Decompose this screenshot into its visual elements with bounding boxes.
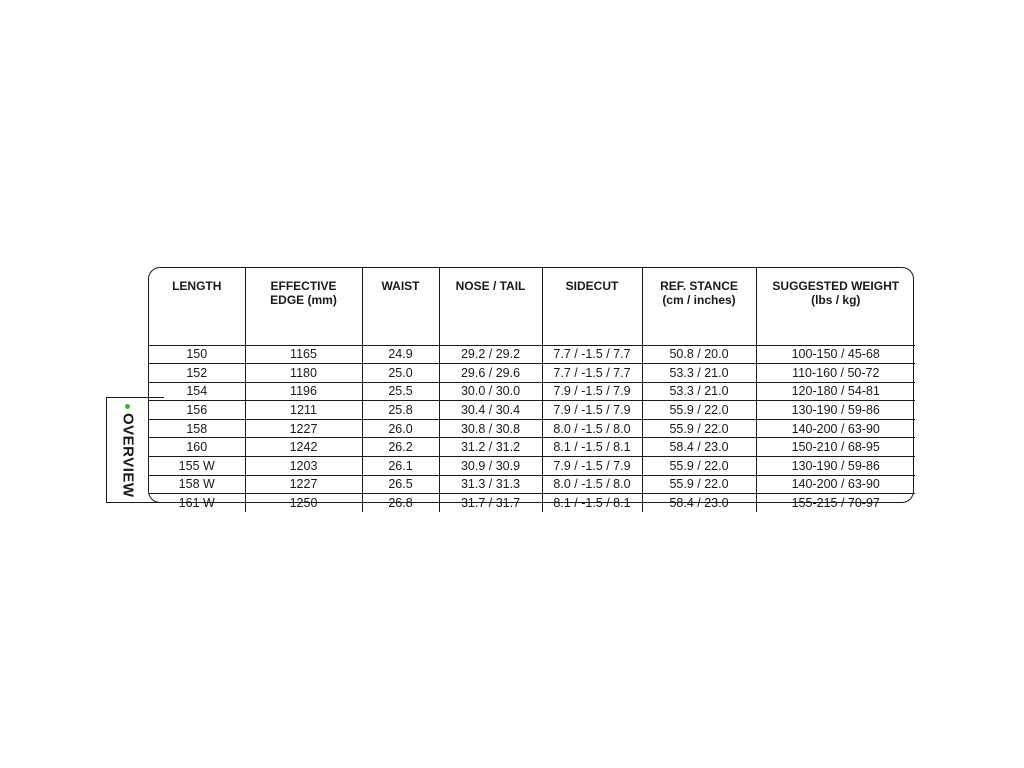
- table-cell: 58.4 / 23.0: [642, 494, 756, 512]
- table-cell: 26.1: [362, 457, 439, 476]
- table-cell: 8.1 / -1.5 / 8.1: [542, 494, 642, 512]
- table-cell: 1250: [245, 494, 362, 512]
- table-cell: 7.9 / -1.5 / 7.9: [542, 401, 642, 420]
- table-cell: 26.2: [362, 438, 439, 457]
- table-cell: 7.9 / -1.5 / 7.9: [542, 382, 642, 401]
- table-cell: 155-215 / 70-97: [756, 494, 915, 512]
- table-cell: 130-190 / 59-86: [756, 457, 915, 476]
- spec-table: [149, 268, 915, 512]
- spec-table-container: [148, 267, 914, 511]
- column-header: [245, 268, 362, 345]
- overview-label: OVERVIEW: [119, 413, 137, 498]
- table-row: [149, 457, 915, 476]
- column-header-label: EFFECTIVE: [270, 279, 337, 293]
- table-row: [149, 401, 915, 420]
- column-header-sublabel: (cm / inches): [662, 293, 736, 307]
- table-cell: 58.4 / 23.0: [642, 438, 756, 457]
- column-header-label: NOSE / TAIL: [455, 279, 526, 293]
- table-row: [149, 419, 915, 438]
- table-cell: 150: [149, 345, 245, 364]
- column-header: [642, 268, 756, 345]
- table-cell: 1203: [245, 457, 362, 476]
- table-cell: 140-200 / 63-90: [756, 475, 915, 494]
- table-cell: 140-200 / 63-90: [756, 419, 915, 438]
- table-cell: 31.3 / 31.3: [439, 475, 542, 494]
- table-cell: 26.8: [362, 494, 439, 512]
- table-row: [149, 345, 915, 364]
- table-cell: 100-150 / 45-68: [756, 345, 915, 364]
- table-cell: 25.5: [362, 382, 439, 401]
- table-cell: 7.7 / -1.5 / 7.7: [542, 364, 642, 383]
- table-header-row: [149, 268, 915, 345]
- table-cell: 55.9 / 22.0: [642, 419, 756, 438]
- table-cell: 156: [149, 401, 245, 420]
- table-row: [149, 382, 915, 401]
- table-cell: 25.8: [362, 401, 439, 420]
- table-cell: 26.5: [362, 475, 439, 494]
- table-cell: 55.9 / 22.0: [642, 475, 756, 494]
- table-cell: 155 W: [149, 457, 245, 476]
- table-cell: 161 W: [178, 496, 215, 511]
- green-dot-icon: [125, 404, 130, 409]
- table-cell: 30.8 / 30.8: [439, 419, 542, 438]
- table-cell: 55.9 / 22.0: [642, 457, 756, 476]
- column-header-label: SIDECUT: [565, 279, 619, 293]
- table-cell: 53.3 / 21.0: [642, 382, 756, 401]
- table-cell: 31.7 / 31.7: [439, 494, 542, 512]
- column-header-label: REF. STANCE: [660, 279, 738, 293]
- table-cell: 26.0: [362, 419, 439, 438]
- table-cell: 50.8 / 20.0: [642, 345, 756, 364]
- overview-tab-text: [120, 404, 137, 498]
- column-header-sublabel: (lbs / kg): [811, 293, 861, 307]
- table-cell: 1242: [245, 438, 362, 457]
- table-cell: 160: [149, 438, 245, 457]
- table-cell: 7.7 / -1.5 / 7.7: [542, 345, 642, 364]
- table-cell: 25.0: [362, 364, 439, 383]
- table-cell: 1165: [245, 345, 362, 364]
- table-cell: 1211: [245, 401, 362, 420]
- table-cell: 1196: [245, 382, 362, 401]
- table-cell: 130-190 / 59-86: [756, 401, 915, 420]
- column-header: [149, 268, 245, 345]
- table-cell: 55.9 / 22.0: [642, 401, 756, 420]
- overview-tab[interactable]: [119, 403, 137, 499]
- column-header-sublabel: EDGE (mm): [270, 293, 337, 307]
- table-cell: 53.3 / 21.0: [642, 364, 756, 383]
- table-cell: 30.0 / 30.0: [439, 382, 542, 401]
- table-cell: 29.6 / 29.6: [439, 364, 542, 383]
- table-cell: 152: [149, 364, 245, 383]
- table-cell: 150-210 / 68-95: [756, 438, 915, 457]
- table-cell: 120-180 / 54-81: [756, 382, 915, 401]
- table-cell: 29.2 / 29.2: [439, 345, 542, 364]
- table-cell: 1227: [245, 475, 362, 494]
- table-row: [149, 475, 915, 494]
- table-cell: 8.0 / -1.5 / 8.0: [542, 475, 642, 494]
- table-cell: 24.9: [362, 345, 439, 364]
- table-cell: 110-160 / 50-72: [756, 364, 915, 383]
- table-cell: 1227: [245, 419, 362, 438]
- table-cell: 158 W: [149, 475, 245, 494]
- table-cell: 8.0 / -1.5 / 8.0: [542, 419, 642, 438]
- column-header: [439, 268, 542, 345]
- column-header: [362, 268, 439, 345]
- table-cell: 7.9 / -1.5 / 7.9: [542, 457, 642, 476]
- table-cell: 30.4 / 30.4: [439, 401, 542, 420]
- table-row: [149, 494, 915, 512]
- table-cell: 30.9 / 30.9: [439, 457, 542, 476]
- table-row: [149, 364, 915, 383]
- table-cell: 8.1 / -1.5 / 8.1: [542, 438, 642, 457]
- column-header: [542, 268, 642, 345]
- table-cell: 154: [149, 382, 245, 401]
- table-cell: 158: [149, 419, 245, 438]
- table-cell: 1180: [245, 364, 362, 383]
- column-header: [756, 268, 915, 345]
- table-body: [149, 345, 915, 512]
- table-cell: 31.2 / 31.2: [439, 438, 542, 457]
- column-header-label: LENGTH: [172, 279, 222, 293]
- column-header-label: SUGGESTED WEIGHT: [772, 279, 900, 293]
- column-header-label: WAIST: [381, 279, 420, 293]
- table-row: [149, 438, 915, 457]
